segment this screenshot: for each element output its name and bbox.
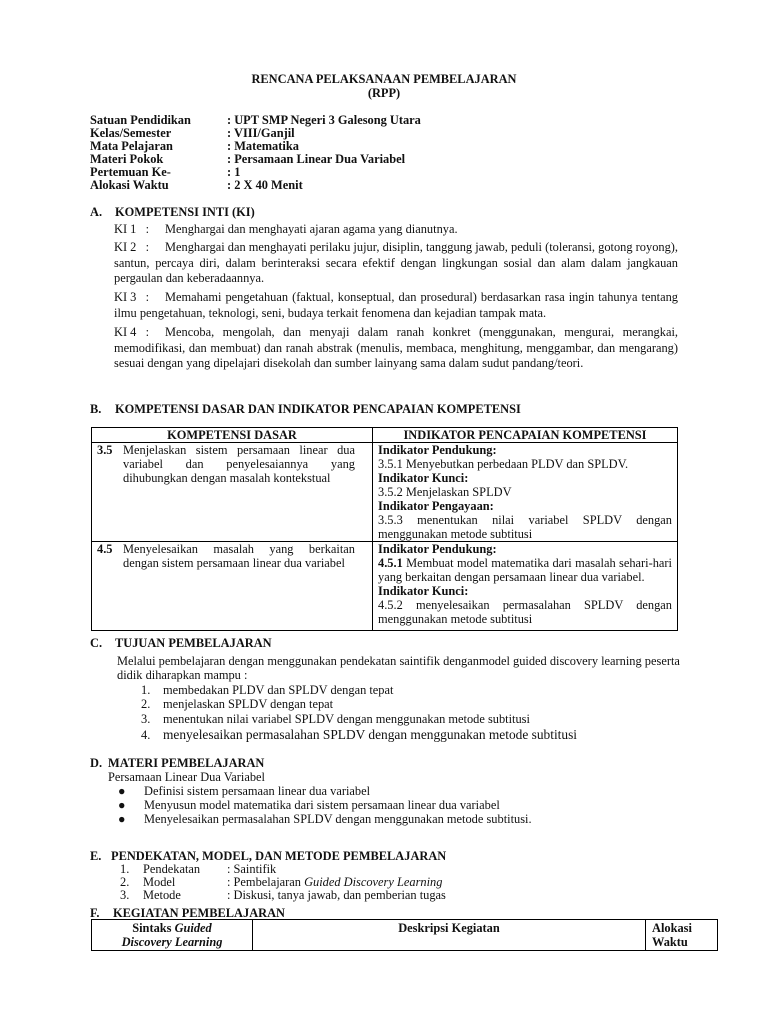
ki-text: Memahami pengetahuan (faktual, konseptual, dan prosedural) berdasarkan rasa ingin tahunya tentang ilmu pengetahuan, teknologi, seni, budaya terkait fenomena dan kejadian tampak mata.	[114, 290, 678, 320]
section-title: PENDEKATAN, MODEL, DAN METODE PEMBELAJARAN	[111, 849, 447, 863]
section-heading	[90, 205, 255, 219]
identity-value: : 2 X 40 Menit	[227, 178, 303, 192]
kd-text: Menjelaskan sistem persamaan linear dua variabel dan penyelesaiannya yang dihubungkan dengan masalah kontekstual	[123, 443, 355, 485]
table-header-row	[92, 428, 678, 443]
identity-label: Kelas/Semester	[90, 126, 172, 140]
section-title: KEGIATAN PEMBELAJARAN	[113, 906, 285, 920]
indicator-heading: Indikator Pendukung:	[378, 542, 497, 556]
ki-item	[114, 240, 678, 287]
ki-item	[114, 290, 678, 321]
identity-value: : Persamaan Linear Dua Variabel	[227, 152, 406, 166]
identity-row	[90, 165, 690, 178]
ki-item	[114, 325, 678, 372]
table-header-cell: INDIKATOR PENCAPAIAN KOMPETENSI	[373, 428, 678, 443]
list-item: 1. membedakan PLDV dan SPLDV dengan tepat	[141, 683, 394, 697]
section-title: KOMPETENSI INTI (KI)	[115, 205, 255, 219]
table-header-cell: Alokasi Waktu	[646, 920, 718, 951]
identity-row	[90, 126, 690, 139]
indicator-text: 4.5.2 menyelesaikan permasalahan SPLDV dengan menggunakan metode subtitusi	[378, 598, 672, 626]
indicator-cell	[373, 542, 678, 631]
section-letter: C.	[90, 636, 103, 650]
list-item: 3. menentukan nilai variabel SPLDV dengan menggunakan metode subtitusi	[141, 712, 530, 726]
identity-row	[90, 178, 690, 191]
section-letter: F.	[90, 906, 100, 920]
competency-table	[91, 427, 678, 631]
identity-row	[90, 113, 690, 126]
list-item: 3. Metode : Diskusi, tanya jawab, dan pemberian tugas	[120, 888, 446, 902]
identity-row	[90, 139, 690, 152]
list-item: ● Definisi sistem persamaan linear dua variabel	[118, 784, 371, 798]
identity-label: Alokasi Waktu	[90, 178, 169, 192]
ki-tag: KI 3 :	[114, 290, 150, 304]
list-item: ● Menyusun model matematika dari sistem persamaan linear dua variabel	[118, 798, 500, 812]
section-letter: D.	[90, 756, 103, 770]
identity-value: : Matematika	[227, 139, 299, 153]
bullet-icon: ●	[118, 798, 126, 812]
identity-label: Materi Pokok	[90, 152, 164, 166]
kd-text: Menyelesaikan masalah yang berkaitan dengan sistem persamaan linear dua variabel	[123, 542, 355, 570]
ki-tag: KI 4 :	[114, 325, 150, 339]
identity-value: : VIII/Ganjil	[227, 126, 295, 140]
section-title: KOMPETENSI DASAR DAN INDIKATOR PENCAPAIAN KOMPETENSI	[115, 402, 521, 416]
ki-tag: KI 1 :	[114, 222, 150, 236]
table-header-cell: KOMPETENSI DASAR	[92, 428, 373, 443]
section-heading	[90, 906, 285, 920]
ki-text: Mencoba, mengolah, dan menyaji dalam ranah konkret (menggunakan, mengurai, merangkai, memodifikasi, dan membuat) dan ranah abstrak (menulis, membaca, menghitung, menggambar, dan mengarang) sesuai dengan yang dipelajari disekolah dan sumber lainyang sama dalam sudut pandang/teori.	[114, 325, 678, 370]
indicator-heading: Indikator Pengayaan:	[378, 499, 494, 513]
section-title: MATERI PEMBELAJARAN	[108, 756, 265, 770]
ki-text: Menghargai dan menghayati ajaran agama yang dianutnya.	[165, 222, 458, 236]
materials-intro: Persamaan Linear Dua Variabel	[108, 770, 265, 784]
ki-text: Menghargai dan menghayati perilaku jujur, disiplin, tanggung jawab, peduli (toleransi, gotong royong), santun, percaya diri, dalam berinteraksi secara efektif dengan lingkungan sosial dan alam dalam jangkauan pergaulan dan keberadaannya.	[114, 240, 678, 285]
bullet-icon: ●	[118, 812, 126, 826]
section-letter: A.	[90, 205, 103, 219]
section-heading	[90, 756, 264, 770]
indicator-text: 3.5.2 Menjelaskan SPLDV	[378, 485, 512, 499]
kd-number: 3.5	[97, 443, 113, 457]
indicator-text: 3.5.3 menentukan nilai variabel SPLDV dengan menggunakan metode subtitusi	[378, 513, 672, 541]
section-heading	[90, 636, 272, 650]
list-item: 2. Model : Pembelajaran Guided Discovery Learning	[120, 875, 443, 889]
section-title: TUJUAN PEMBELAJARAN	[115, 636, 272, 650]
document-title: RENCANA PELAKSANAAN PEMBELAJARAN	[251, 72, 517, 86]
table-row	[92, 443, 678, 542]
kd-number: 4.5	[97, 542, 113, 556]
indicator-heading: Indikator Kunci:	[378, 584, 469, 598]
identity-row	[90, 152, 690, 165]
ki-tag: KI 2 :	[114, 240, 150, 254]
section-heading	[90, 402, 521, 416]
table-header-cell: Sintaks Guided Discovery Learning	[92, 920, 253, 951]
section-letter: B.	[90, 402, 102, 416]
indicator-number: 4.5.1	[378, 556, 403, 570]
section-letter: E.	[90, 849, 102, 863]
list-item: ● Menyelesaikan permasalahan SPLDV dengan menggunakan metode subtitusi.	[118, 812, 532, 826]
table-header-cell: Deskripsi Kegiatan	[253, 920, 646, 951]
list-item: 2. menjelaskan SPLDV dengan tepat	[141, 697, 334, 711]
indicator-text: 3.5.1 Menyebutkan perbedaan PLDV dan SPLDV.	[378, 457, 629, 471]
identity-label: Mata Pelajaran	[90, 139, 173, 153]
list-item: 4. menyelesaikan permasalahan SPLDV dengan menggunakan metode subtitusi	[141, 727, 578, 742]
table-header-row	[92, 920, 718, 951]
section-heading	[90, 849, 446, 863]
activities-table	[91, 919, 718, 951]
identity-label: Satuan Pendidikan	[90, 113, 191, 127]
indicator-heading: Indikator Pendukung:	[378, 443, 497, 457]
kd-cell	[92, 443, 373, 542]
list-item: 1. Pendekatan : Saintifik	[120, 862, 277, 876]
indicator-heading: Indikator Kunci:	[378, 471, 469, 485]
ki-item	[114, 222, 678, 236]
identity-value: : 1	[227, 165, 241, 179]
goals-intro: Melalui pembelajaran dengan menggunakan pendekatan saintifik denganmodel guided discovery learning peserta didik diharapkan mampu :	[117, 654, 680, 682]
bullet-icon: ●	[118, 784, 126, 798]
identity-value: : UPT SMP Negeri 3 Galesong Utara	[227, 113, 421, 127]
kd-cell	[92, 542, 373, 631]
indicator-text: 4.5.1 Membuat model matematika dari masalah sehari-hari yang berkaitan dengan persamaan linear dua variabel.	[378, 556, 672, 584]
document-subtitle: (RPP)	[367, 86, 401, 100]
identity-label: Pertemuan Ke-	[90, 165, 171, 179]
indicator-cell	[373, 443, 678, 542]
table-row	[92, 542, 678, 631]
